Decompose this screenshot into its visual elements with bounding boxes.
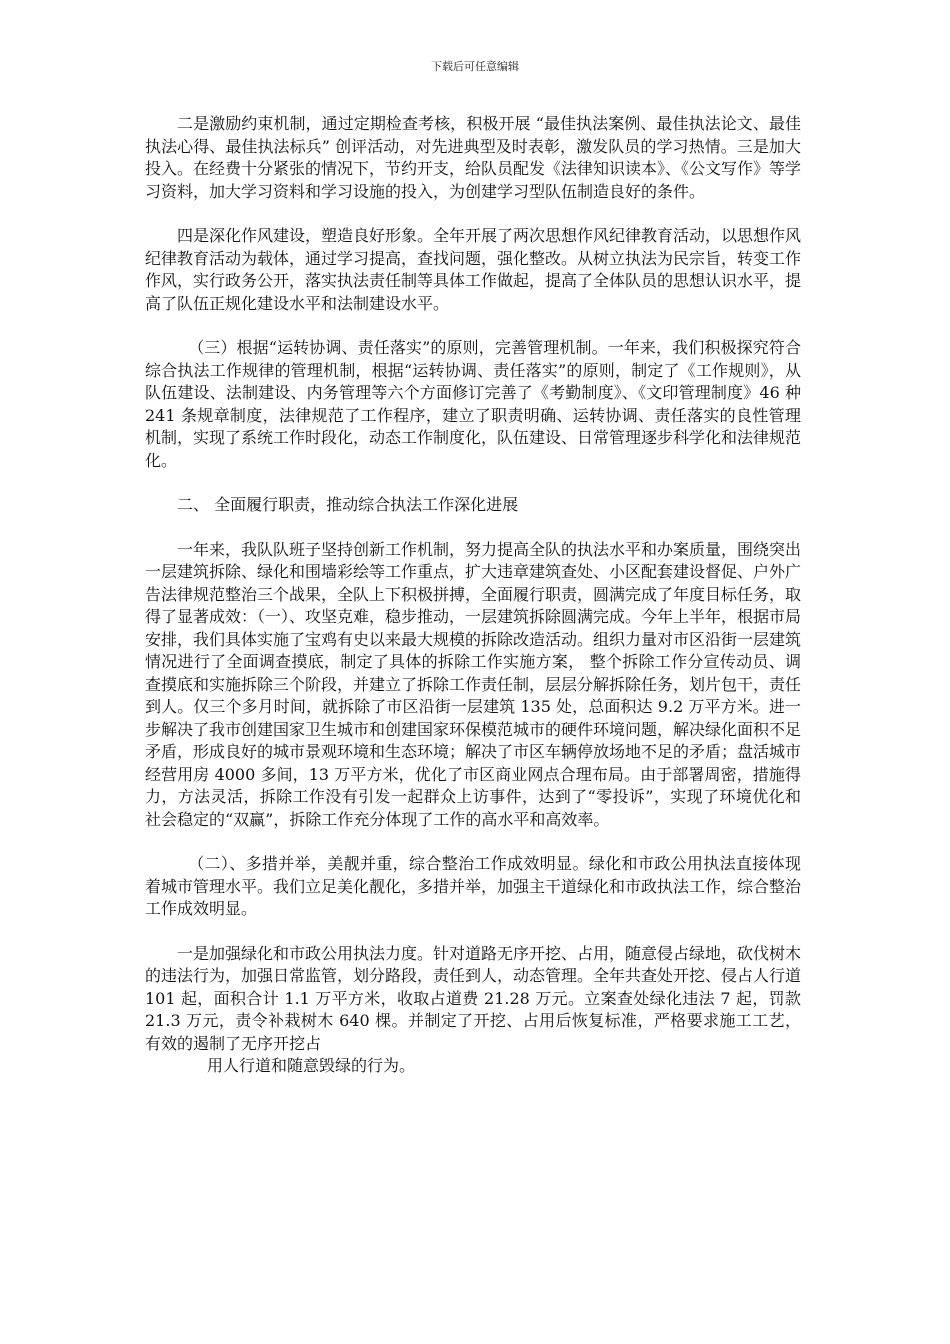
paragraph-gap [145, 472, 801, 494]
paragraph-gap [145, 315, 801, 337]
paragraph-incentive-mechanism: 二是激励约束机制，通过定期检查考核，积极开展 “最佳执法案例、最佳执法论文、最佳执法心得、最佳执法标兵” 创评活动，对先进典型及时表彰，激发队员的学习热情。三是加大投入。在经费十分紧张的情况下，节约开支，给队员配发《法律知识读本》、《公文写作》等学习资料，加大学习资料和学习设施的投入，为创建学习型队伍制造良好的条件。 [145, 114, 802, 201]
paragraph-last-line [145, 1055, 801, 1078]
paragraph-gap [145, 831, 801, 853]
last-line-text: 用人行道和随意毁绿的行为。 [207, 1056, 416, 1075]
paragraph-style-building: 四是深化作风建设，塑造良好形象。全年开展了两次思想作风纪律教育活动，以思想作风纪律教育活动为载体，通过学习提高，查找问题，强化整改。从树立执法为民宗旨，转变工作作风，实行政务公开，落实执法责任制等具体工作做起，提高了全体队员的思想认识水平，提高了队伍正规化建设水平和法制建设水平。 [145, 226, 802, 313]
paragraph-greening-enforcement: 一是加强绿化和市政公用执法力度。针对道路无序开挖、占用，随意侵占绿地，砍伐树木的违法行为，加强日常监管，划分路段，责任到人，动态管理。全年共查处开挖、侵占人行道 101 起，面积合计 1.1 万平方米，收取占道费 21.28 万元。立案查处绿化违法 7 起，罚款 21.3 万元，责令补栽树木 640 棵。并制定了开挖、占用后恢复标准，严格要求施工工艺，有效的遏制了无序开挖占 [145, 943, 802, 1053]
page-header: 下载后可任意编辑 [431, 60, 519, 73]
paragraph-gap [145, 921, 801, 943]
paragraph-annual-summary: 一年来，我队队班子坚持创新工作机制，努力提高全队的执法水平和办案质量，围绕突出一层建筑拆除、绿化和围墙彩绘等工作重点，扩大违章建筑查处、小区配套建设督促、户外广告法律规范整治三个战果，全队上下积极拼搏，全面履行职责，圆满完成了年度目标任务，取得了显著成效：（一）、攻坚克难，稳步推动，一层建筑拆除圆满完成。今年上半年，根据市局安排，我们具体实施了宝鸡有史以来最大规模的拆除改造活动。组织力量对市区沿街一层建筑情况进行了全面调查摸底，制定了具体的拆除工作实施方案， 整个拆除工作分宣传动员、调查摸底和实施拆除三个阶段，并建立了拆除工作责任制，层层分解拆除任务，划片包干，责任到人。仅三个多月时间，就拆除了市区沿街一层建筑 135 处，总面积达 9.2 万平方米。进一步解决了我市创建国家卫生城市和创建国家环保模范城市的硬件环境问题，解决绿化面积不足矛盾，形成良好的城市景观环境和生态环境；解决了市区车辆停放场地不足的矛盾；盘活城市经营用房 4000 多间，13 万平方米，优化了市区商业网点合理布局。由于部署周密，措施得力，方法灵活，拆除工作没有引发一起群众上访事件，达到了“零投诉”，实现了环境优化和社会稳定的“双赢”，拆除工作充分体现了工作的高水平和高效率。 [145, 539, 802, 829]
section-heading-duties: 二、 全面履行职责，推动综合执法工作深化进展 [177, 495, 519, 514]
document-body [145, 113, 801, 1078]
paragraph-management-mechanism: （三）根据“运转协调、责任落实”的原则，完善管理机制。一年来，我们积极探究符合综合执法工作规律的管理机制，根据“运转协调、责任落实”的原则，制定了《工作规则》，从队伍建设、法制建设、内务管理等六个方面修订完善了《考勤制度》、《文印管理制度》46 种 241 条规章制度，法律规范了工作程序，建立了职责明确、运转协调、责任落实的良性管理机制，实现了系统工作时段化，动态工作制度化，队伍建设、日常管理逐步科学化和法律规范化。 [145, 338, 802, 470]
paragraph-gap [145, 517, 801, 539]
paragraph-comprehensive-rectification: （二）、多措并举，美靓并重，综合整治工作成效明显。绿化和市政公用执法直接体现着城市管理水平。我们立足美化靓化，多措并举，加强主干道绿化和市政执法工作，综合整治工作成效明显。 [145, 854, 802, 918]
paragraph-gap [145, 203, 801, 225]
